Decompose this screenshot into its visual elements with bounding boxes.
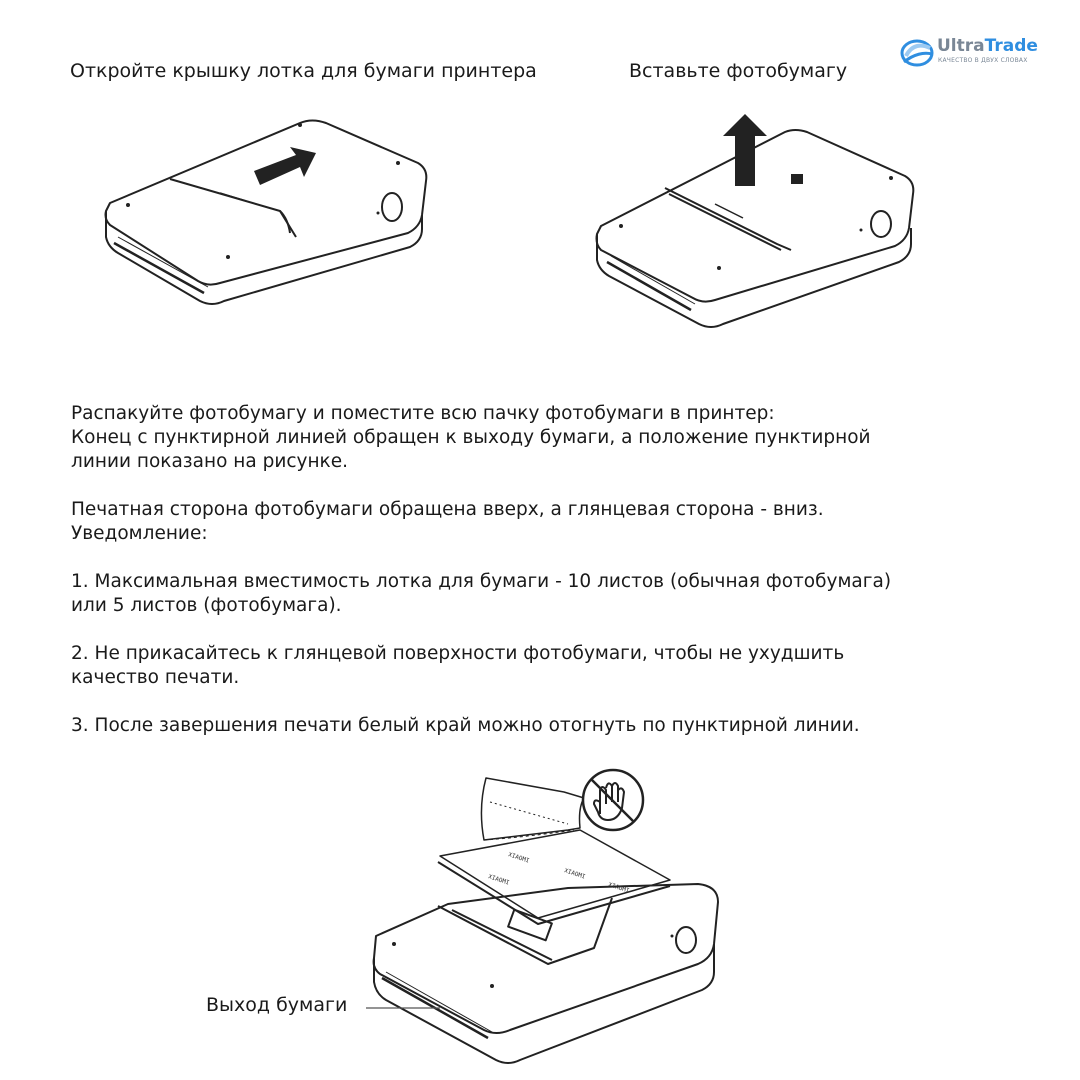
step1-caption: Откройте крышку лотка для бумаги принтера (70, 60, 537, 82)
instruction-line-1: Распакуйте фотобумагу и поместите всю пачку фотобумаги в принтер: (71, 403, 775, 424)
notice-heading: Уведомление: (71, 523, 208, 544)
no-touch-hand-icon (583, 770, 643, 830)
note-3: 3. После завершения печати белый край можно отогнуть по пунктирной линии. (71, 715, 860, 736)
brand-tagline: КАЧЕСТВО В ДВУХ СЛОВАХ (938, 57, 1028, 64)
instruction-line-4: Печатная сторона фотобумаги обращена вверх, а глянцевая сторона - вниз. (71, 499, 824, 520)
paper-output-leader-line (366, 1004, 446, 1014)
note-1-line-2: или 5 листов (фотобумага). (71, 595, 342, 616)
printer-loaded-paper-illustration (368, 768, 728, 1068)
instruction-line-3: линии показано на рисунке. (71, 451, 348, 472)
printer-open-lid-illustration (100, 115, 440, 305)
note-2-line-1: 2. Не прикасайтесь к глянцевой поверхности фотобумаги, чтобы не ухудшить (71, 643, 845, 664)
brand-name: UltraTrade (937, 36, 1038, 56)
paper-brand-mark: XIAOMI (507, 851, 531, 865)
brand-logo (900, 34, 1050, 74)
note-2-line-2: качество печати. (71, 667, 240, 688)
paper-output-label: Выход бумаги (206, 994, 348, 1016)
paper-brand-mark: XIAOMI (487, 873, 511, 887)
step2-caption: Вставьте фотобумагу (629, 60, 848, 82)
printer-insert-paper-illustration (595, 110, 925, 340)
instruction-line-2: Конец с пунктирной линией обращен к выходу бумаги, а положение пунктирной (71, 427, 871, 448)
note-1-line-1: 1. Максимальная вместимость лотка для бумаги - 10 листов (обычная фотобумага) (71, 571, 892, 592)
paper-brand-mark: XIAOMI (607, 881, 631, 895)
ultratrade-logo-icon (900, 36, 934, 70)
paper-brand-mark: XIAOMI (563, 867, 587, 881)
